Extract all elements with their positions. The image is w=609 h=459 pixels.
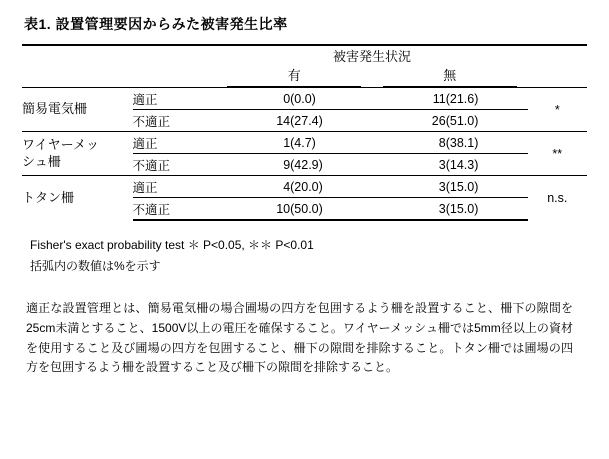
table-group-header-row (22, 45, 587, 65)
value-yes-n: 0 (216, 88, 290, 110)
condition-label: 不適正 (133, 154, 217, 176)
value-yes-n: 10 (216, 198, 290, 221)
significance-marker: n.s. (528, 176, 587, 221)
value-no-n: 3 (372, 154, 446, 176)
sub-header-no: 無 (372, 65, 528, 88)
condition-label: 不適正 (133, 198, 217, 221)
value-yes-pct: (0.0) (290, 88, 372, 110)
value-yes-n: 4 (216, 176, 290, 198)
value-no-n: 11 (372, 88, 446, 110)
value-yes-pct: (20.0) (290, 176, 372, 198)
group-header-damage-status: 被害発生状況 (216, 45, 527, 65)
results-table (22, 44, 587, 221)
value-no-n: 3 (372, 176, 446, 198)
value-no-n: 26 (372, 110, 446, 132)
value-yes-pct: (27.4) (290, 110, 372, 132)
body-paragraph: 適正な設置管理とは、簡易電気柵の場合圃場の四方を包囲するよう柵を設置すること、柵下の隙間を25cm未満とすること、1500V以上の電圧を確保すること。ワイヤーメッシュ柵では5mm径以上の資材を使用すること及び圃場の四方を包囲すること、柵下の隙間を排除すること。トタン柵では圃場の四方を包囲するよう柵を設置すること及び柵下の隙間を排除すること。 (26, 301, 573, 375)
value-yes-n: 1 (216, 132, 290, 154)
value-no-n: 8 (372, 132, 446, 154)
row-label-line1: ワイヤーメッ (22, 137, 99, 153)
value-no-n: 3 (372, 198, 446, 221)
value-yes-pct: (50.0) (290, 198, 372, 221)
condition-label: 適正 (133, 88, 217, 110)
value-no-pct: (15.0) (446, 198, 528, 221)
table-footnotes (22, 235, 587, 277)
value-yes-pct: (42.9) (290, 154, 372, 176)
sub-header-yes: 有 (216, 65, 372, 88)
footnote-statistics: Fisher's exact probability test ＊ P<0.05, ＊＊ P<0.01 (30, 238, 314, 252)
row-label-denki-saku: 簡易電気柵 (22, 88, 133, 132)
row-label-line2: シュ柵 (22, 153, 61, 169)
value-yes-n: 14 (216, 110, 290, 132)
table-row (22, 176, 587, 198)
value-yes-pct: (4.7) (290, 132, 372, 154)
condition-label: 不適正 (133, 110, 217, 132)
table-row (22, 88, 587, 110)
value-no-pct: (15.0) (446, 176, 528, 198)
value-no-pct: (51.0) (446, 110, 528, 132)
table-sub-header-row (22, 65, 587, 88)
significance-marker: ** (528, 132, 587, 176)
value-no-pct: (38.1) (446, 132, 528, 154)
table-row (22, 132, 587, 154)
condition-label: 適正 (133, 132, 217, 154)
value-yes-n: 9 (216, 154, 290, 176)
value-no-pct: (21.6) (446, 88, 528, 110)
significance-marker: * (528, 88, 587, 132)
table-caption: 表1. 設置管理要因からみた被害発生比率 (24, 16, 288, 32)
condition-label: 適正 (133, 176, 217, 198)
footnote-percent: 括弧内の数値は%を示す (30, 259, 161, 273)
row-label-wire-mesh-saku (22, 132, 133, 176)
value-no-pct: (14.3) (446, 154, 528, 176)
row-label-totan-saku: トタン柵 (22, 176, 133, 221)
